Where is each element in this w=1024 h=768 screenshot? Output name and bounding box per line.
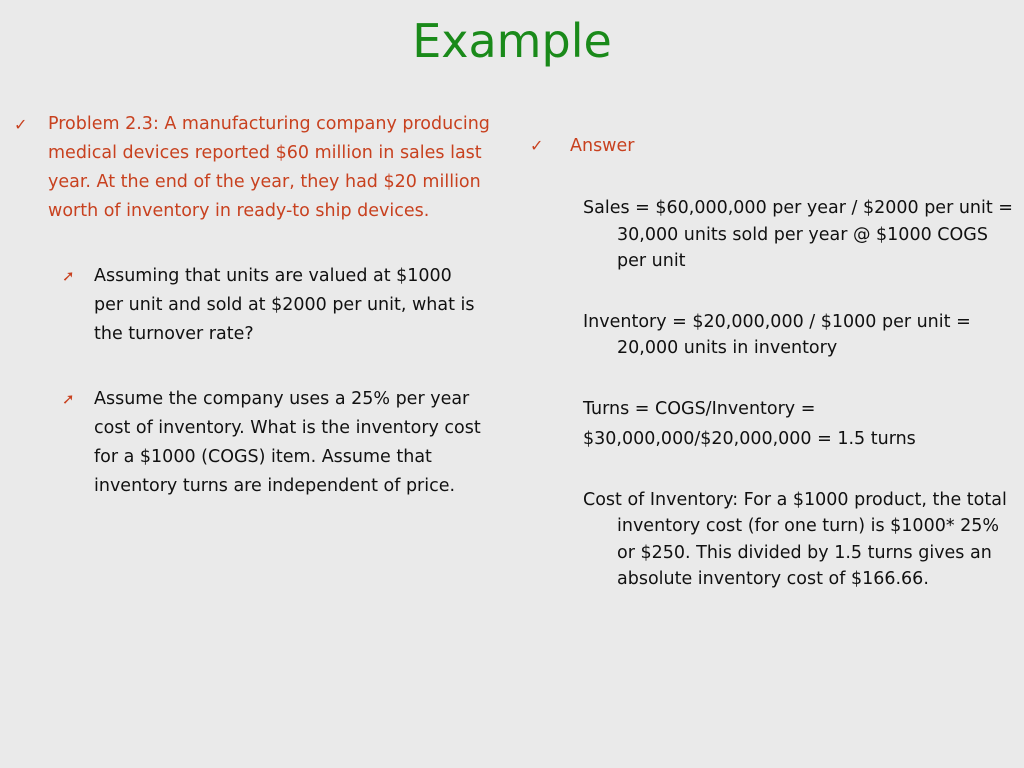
checkmark-icon: ✓	[530, 136, 544, 155]
answer-bullet	[530, 133, 1014, 159]
turns-result: $30,000,000/$20,000,000 = 1.5 turns	[583, 429, 916, 449]
problem-bullet	[14, 110, 494, 226]
sales-calculation: Sales = $60,000,000 per year / $2000 per unit = 30,000 units sold per year @ $1000 COGS per unit	[583, 198, 1013, 271]
arrow-bullet-icon: ➚	[62, 267, 75, 285]
slide-title: Example	[412, 14, 612, 68]
inventory-cost-calculation: Cost of Inventory: For a $1000 product, the total inventory cost (for one turn) is $1000* 25% or $250. This divided by 1.5 turns gives an absolute inventory cost of $166.66.	[583, 489, 1007, 589]
turns-calculation	[583, 396, 1014, 453]
sub-bullet	[62, 385, 494, 501]
arrow-bullet-icon: ➚	[62, 390, 75, 408]
problem-statement: Problem 2.3: A manufacturing company producing medical devices reported $60 million in sales last year. At the end of the year, they had $20 million worth of inventory in ready-to ship devices.	[48, 114, 490, 221]
turns-formula: Turns = COGS/Inventory =	[583, 398, 816, 419]
sub-bullet-text: Assuming that units are valued at $1000 per unit and sold at $2000 per unit, what is the turnover rate?	[94, 266, 475, 344]
answer-label: Answer	[570, 136, 635, 156]
inventory-calculation: Inventory = $20,000,000 / $1000 per unit = 20,000 units in inventory	[583, 311, 971, 358]
answer-column	[530, 133, 1014, 593]
sub-bullet	[62, 262, 494, 349]
checkmark-icon: ✓	[14, 115, 28, 134]
sub-bullet-text: Assume the company uses a 25% per year cost of inventory. What is the inventory cost for a $1000 (COGS) item. Assume that inventory turns are independent of price.	[94, 389, 481, 496]
problem-column	[14, 110, 494, 501]
